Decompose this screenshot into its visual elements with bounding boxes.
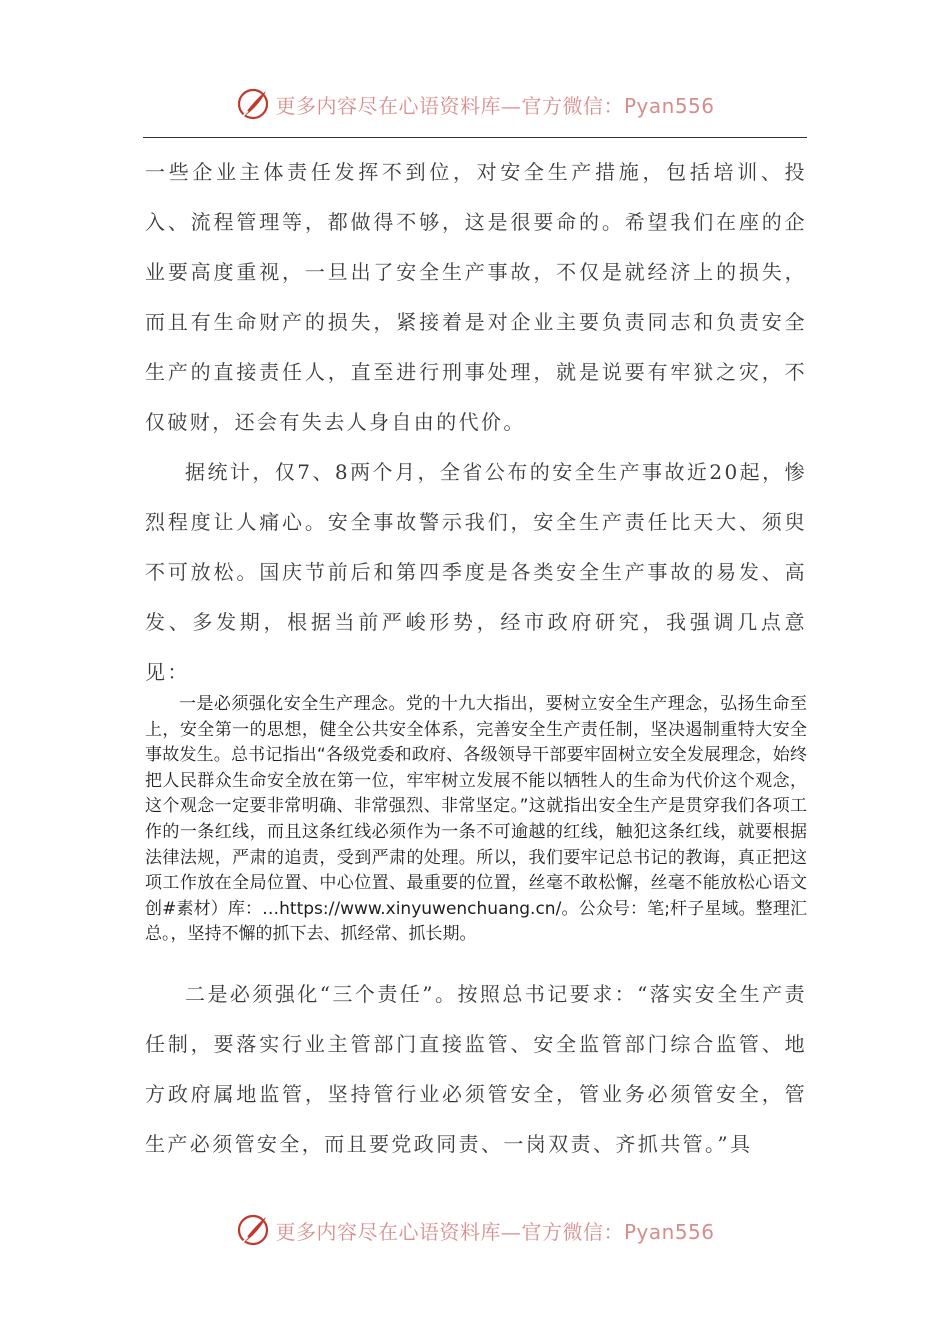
footer-banner-text [275,1216,714,1245]
header-wechat-id: Pyan556 [623,93,715,118]
header-rule [143,137,807,138]
quill-pen-logo-icon [235,1212,271,1248]
header-banner-label: 更多内容尽在心语资料库—官方微信： [275,93,624,118]
footer-banner-label: 更多内容尽在心语资料库—官方微信： [275,1219,624,1244]
header-banner-text [275,90,714,119]
paragraph-2: 据统计，仅7、8两个月，全省公布的安全生产事故近20起，惨烈程度让人痛心。安全事故警示我们，安全生产责任比天大、须臾不可放松。国庆节前后和第四季度是各类安全生产事故的易发、高发、多发期，根据当前严峻形势，经市政府研究，我强调几点意见： [145,460,807,684]
paragraph-3: 一是必须强化安全生产理念。党的十九大指出，要树立安全生产理念，弘扬生命至上，安全第一的思想，健全公共安全体系，完善安全生产责任制，坚决遏制重特大安全事故发生。总书记指出“各级党委和政府、各级领导干部要牢固树立安全发展理念，始终把人民群众生命安全放在第一位，牢牢树立发展不能以牺牲人的生命为代价这个观念，这个观念一定要非常明确、非常强烈、非常坚定。”这就指出安全生产是贯穿我们各项工作的一条红线，而且这条红线必须作为一条不可逾越的红线，触犯这条红线，就要根据法律法规，严肃的追责，受到严肃的处理。所以，我们要牢记总书记的教诲，真正把这项工作放在全局位置、中心位置、最重要的位置，丝毫不敢松懈，丝毫不能放松心语文创#素材）库：…https://www.xinyuwenchuang.cn/。公众号：笔;杆子星域。整理汇总。，坚持不懈的抓下去、抓经常、抓长期。 [145,694,807,945]
footer-wechat-id: Pyan556 [623,1219,715,1244]
footer-banner [0,1210,950,1250]
paragraph-4: 二是必须强化“三个责任”。按照总书记要求：“落实安全生产责任制，要落实行业主管部门直接监管、安全监管部门综合监管、地方政府属地监管，坚持管行业必须管安全，管业务必须管安全，管生产必须管安全，而且要党政同责、一岗双责、齐抓共管。”具 [145,982,807,1156]
quill-pen-logo-icon [235,86,271,122]
header-banner [0,84,950,124]
paragraph-1: 一些企业主体责任发挥不到位，对安全生产措施，包括培训、投入、流程管理等，都做得不够，这是很要命的。希望我们在座的企业要高度重视，一旦出了安全生产事故，不仅是就经济上的损失，而且有生命财产的损失，紧接着是对企业主要负责同志和负责安全生产的直接责任人，直至进行刑事处理，就是说要有牢狱之灾，不仅破财，还会有失去人身自由的代价。 [145,160,807,434]
